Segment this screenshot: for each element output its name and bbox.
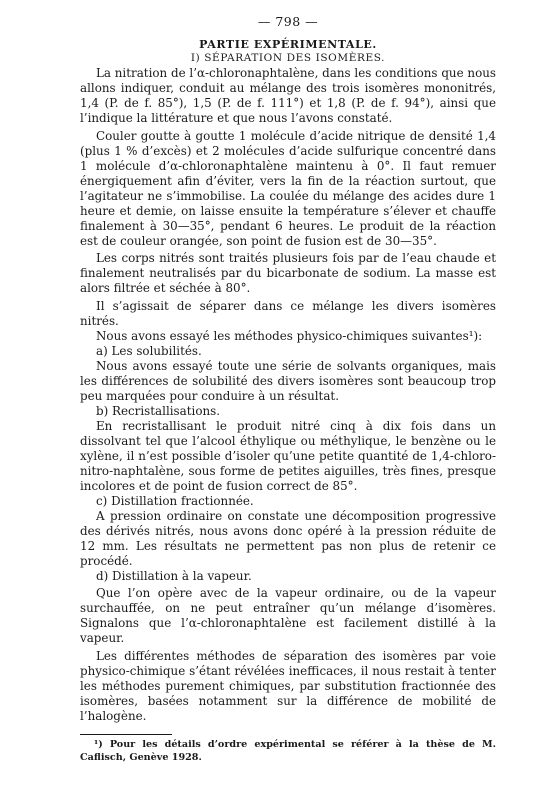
body-text	[80, 66, 496, 724]
paragraph-distillation: A pression ordinaire on constate une décomposition progressive des dérivés nitrés, nous avons donc opéré à la pression réduite de 12 mm. Les résultats ne permettent pas non plus de retenir ce procédé.	[80, 508, 496, 568]
section-title: PARTIE EXPÉRIMENTALE.	[199, 38, 377, 51]
subsection-title: I) SÉPARATION DES ISOMÈRES.	[190, 52, 386, 64]
footnote-divider	[80, 734, 172, 735]
footnote: ¹) Pour les détails d’ordre expérimental se référer à la thèse de M. Caflisch, Genève 1928.	[80, 738, 496, 763]
paragraph-intro: La nitration de l’α-chloronaphtalène, dans les conditions que nous allons indiquer, conduit au mélange des trois isomères mononitrés, 1,4 (P. de f. 85°), 1,5 (P. de f. 111°) et 1,8 (P. de f. 94°), ainsi que l’indique la littérature et que nous l’avons constaté.	[80, 66, 496, 125]
heading-distillation: c) Distillation fractionnée.	[96, 493, 254, 508]
heading-recrystallisations: b) Recristallisations.	[96, 403, 221, 418]
paragraph-washing: Les corps nitrés sont traités plusieurs fois par de l’eau chaude et finalement neutralisés par du bicarbonate de sodium. La masse est alors filtrée et séchée à 80°.	[80, 251, 496, 295]
paragraph-goal: Il s’agissait de séparer dans ce mélange les divers isomères nitrés.	[80, 298, 496, 328]
paragraph-recrystallisations: En recristallisant le produit nitré cinq à dix fois dans un dissolvant tel que l’alcool éthylique ou méthylique, le benzène ou le xylène, il n’est possible d’isoler qu’une petite quantité de 1,4-chloro-nitro-naphtalène, sous forme de petites aiguilles, très fines, presque incolores et de point de fusion correct de 85°.	[80, 418, 496, 493]
heading-steam-distillation: d) Distillation à la vapeur.	[96, 568, 252, 583]
page-number: — 798 —	[257, 14, 319, 29]
paragraph-methods: Nous avons essayé les méthodes physico-chimiques suivantes¹):	[96, 328, 483, 343]
paragraph-conclusion: Les différentes méthodes de séparation des isomères par voie physico-chimique s’étant révélées inefficaces, il nous restait à tenter les méthodes purement chimiques, par substitution fractionnée des isomères, basées notamment sur la différence de mobilité de l’halogène.	[80, 648, 496, 723]
paragraph-steam-distillation: Que l’on opère avec de la vapeur ordinaire, ou de la vapeur surchauffée, on ne peut entraîner qu’un mélange d’isomères. Signalons que l’α-chloronaphtalène est facilement distillé à la vapeur.	[80, 586, 496, 645]
paragraph-solubilities: Nous avons essayé toute une série de solvants organiques, mais les différences de solubilité des divers isomères sont beaucoup trop peu marquées pour conduire à un résultat.	[80, 358, 496, 403]
paragraph-procedure: Couler goutte à goutte 1 molécule d’acide nitrique de densité 1,4 (plus 1 % d’excès) et 2 molécules d’acide sulfurique concentré dans 1 molécule d’α-chloronaphtalène maintenu à 0°. Il faut remuer énergiquement afin d’éviter, vers la fin de la réaction surtout, que l’agitateur ne s’immobilise. La coulée du mélange des acides dure 1 heure et demie, on laisse ensuite la température s’élever et chauffe finalement à 30—35°, pendant 6 heures. Le produit de la réaction est de couleur orangée, son point de fusion est de 30—35°.	[80, 128, 496, 248]
heading-solubilities: a) Les solubilités.	[96, 343, 202, 358]
